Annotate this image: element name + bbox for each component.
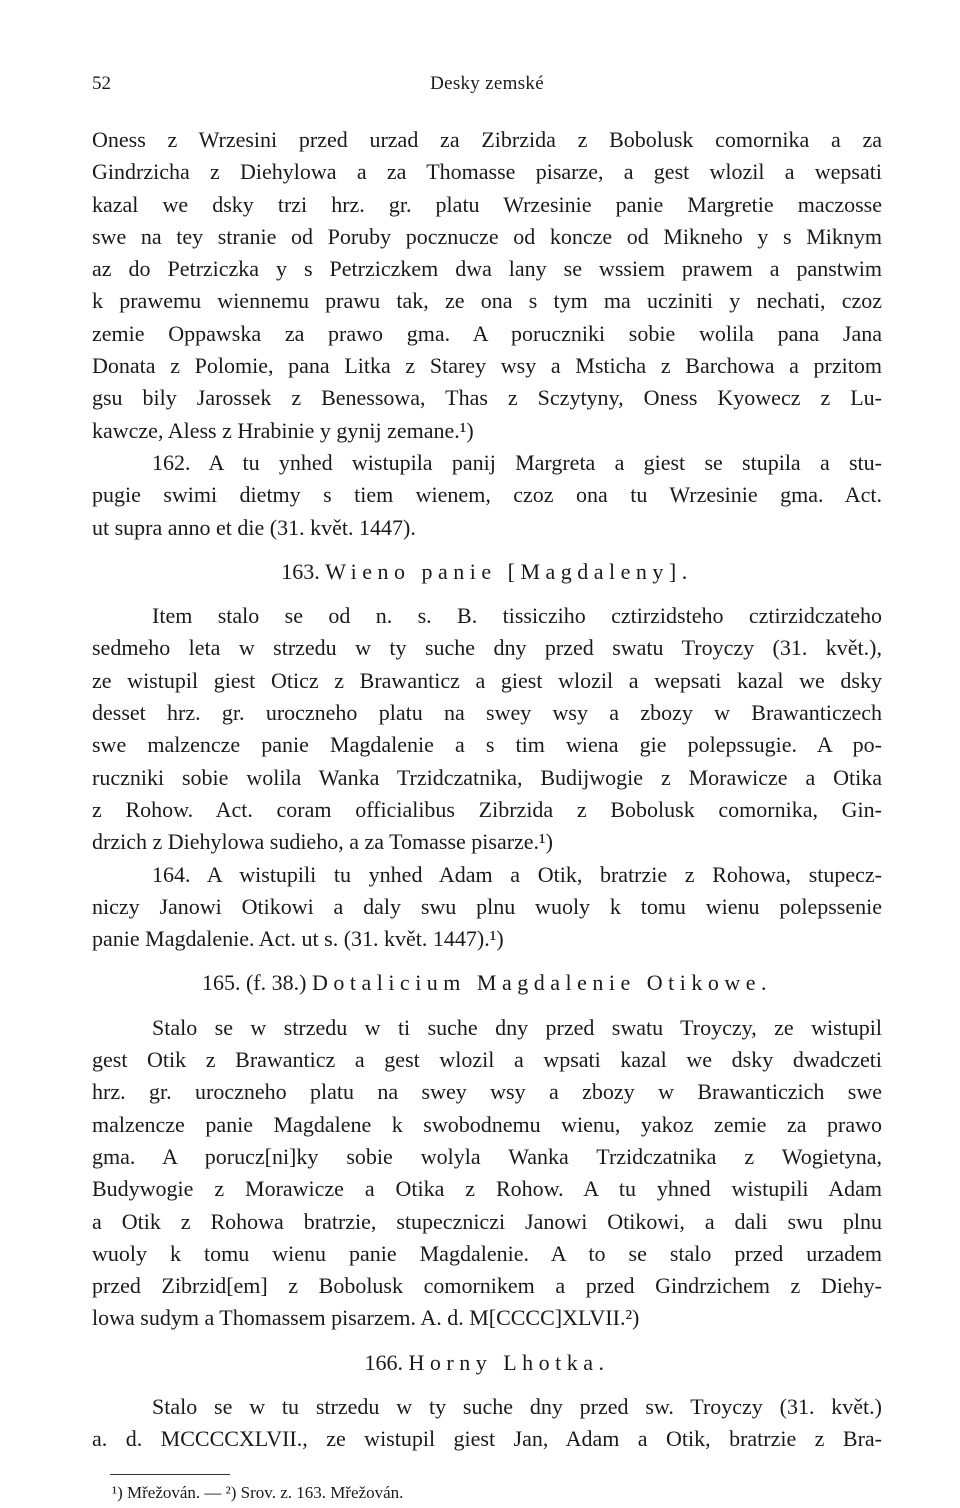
text-line: kazal we dsky trzi hrz. gr. platu Wrzesinie panie Margretie maczosse [92,191,882,217]
page-header [92,68,882,100]
text-line: gsu bily Jarossek z Benessowa, Thas z Sczytyny, Oness Kyowecz z Lu- [92,385,882,411]
entry-heading-163 [92,556,882,588]
text-line: drzich z Diehylowa sudieho, a za Tomasse pisarze.¹) [92,829,553,855]
text-line: az do Petrziczka y s Petrziczkem dwa lany se wssiem prawem a panstwim [92,256,882,282]
text-line: sedmeho leta w strzedu w ty suche dny przed swatu Troyczy (31. květ.), [92,635,882,661]
text-line: desset hrz. gr. uroczneho platu na swey wsy a zbozy w Brawanticzech [92,700,882,726]
text-line: niczy Janowi Otikowi a daly swu plnu wuoly k tomu wienu polepssenie [92,893,882,919]
text-line: Stalo se w strzedu w ti suche dny przed swatu Troyczy, ze wistupil [152,1014,882,1040]
text-line: pugie swimi dietmy s tiem wienem, czoz ona tu Wrzesinie gma. Act. [92,482,882,508]
text-line: malzencze panie Magdalene k swobodnemu wienu, yakoz zemie za prawo [92,1111,882,1137]
text-line: Item stalo se od n. s. B. tissicziho cztirzidsteho cztirzidczateho [152,603,882,629]
entry-162 [92,447,882,544]
running-title: Desky zemské [430,73,544,94]
text-line: gma. A porucz[ni]ky sobie wolyla Wanka Trzidczatnika z Wogietyna, [92,1143,882,1169]
entry-title: Wieno panie [Magdaleny]. [325,558,693,584]
text-line: swe malzencze panie Magdalenie a s tim wiena gie polepssugie. A po- [92,732,882,758]
text-line: Budywogie z Morawicze a Otika z Rohow. A tu yhned wistupili Adam [92,1176,882,1202]
text-line: ut supra anno et die (31. květ. 1447). [92,514,416,540]
text-line: Gindrzicha z Diehylowa a za Thomasse pisarze, a gest wlozil a wepsati [92,159,882,185]
text-line: a Otik z Rohowa bratrzie, stupeczniczi Janowi Otikowi, a dali swu plnu [92,1208,882,1234]
entry-heading-166 [92,1347,882,1379]
text-line: z Rohow. Act. coram officialibus Zibrzida z Bobolusk comornika, Gin- [92,796,882,822]
text-line: Oness z Wrzesini przed urzad za Zibrzida z Bobolusk comornika a za [92,127,882,152]
entry-166 [92,1391,882,1456]
entry-164 [92,859,882,956]
text-line: a. d. MCCCCXLVII., ze wistupil giest Jan, Adam a Otik, bratrzie z Bra- [92,1426,882,1452]
text-line: przed Zibrzid[em] z Bobolusk comornikem a przed Gindrzichem z Diehy- [92,1273,882,1299]
footnote: ¹) Mřežován. — ²) Srov. z. 163. Mřežován. [112,1482,404,1502]
page-number: 52 [92,73,111,94]
entry-title: Horny Lhotka. [408,1349,610,1375]
text-line: ze wistupil giest Oticz z Brawanticz a giest wlozil a wepsati kazal we dsky [92,667,882,693]
entry-number: 166. [364,1349,403,1375]
text-line: swe na tey stranie od Poruby pocznucze od koncze od Mikneho y s Miknym [92,223,882,249]
text-line: wuoly k tomu wienu panie Magdalenie. A to se stalo przed urzadem [92,1240,882,1266]
text-line: Stalo se w tu strzedu w ty suche dny przed sw. Troyczy (31. květ.) [152,1393,882,1419]
text-line: zemie Oppawska za prawo gma. A poruczniki sobie wolila pana Jana [92,320,882,346]
text-line: kawcze, Aless z Hrabinie y gynij zemane.¹) [92,417,474,443]
footnote-divider [110,1474,230,1475]
entry-heading-165 [92,967,882,999]
entry-165 [92,1012,882,1335]
entry-163 [92,600,882,858]
text-line: hrz. gr. uroczneho platu na swey wsy a zbozy w Brawanticzich swe [92,1079,882,1105]
body-text [92,124,882,1507]
text-line: gest Otik z Brawanticz a gest wlozil a wpsati kazal we dsky dwadczeti [92,1047,882,1073]
text-line: k prawemu wiennemu prawu tak, ze ona s tym ma ucziniti y nechati, czoz [92,288,882,314]
text-line: ruczniki sobie wolila Wanka Trzidczatnika, Budijwogie z Morawicze a Otika [92,764,882,790]
text-line: panie Magdalenie. Act. ut s. (31. květ. 1447).¹) [92,926,504,952]
text-line: lowa sudym a Thomassem pisarzem. A. d. M[CCCC]XLVII.²) [92,1305,640,1331]
entry-number: 165. (f. 38.) [201,970,307,996]
text-line: Donata z Polomie, pana Litka z Starey wsy a Msticha z Barchowa a przitom [92,353,882,379]
entry-title: Dotalicium Magdalenie Otikowe. [311,970,773,996]
entry-161-continuation [92,124,882,447]
text-line: 162. A tu ynhed wistupila panij Margreta a giest se stupila a stu- [152,449,882,475]
entry-number: 163. [281,558,320,584]
text-line: 164. A wistupili tu ynhed Adam a Otik, bratrzie z Rohowa, stupecz- [152,861,882,887]
